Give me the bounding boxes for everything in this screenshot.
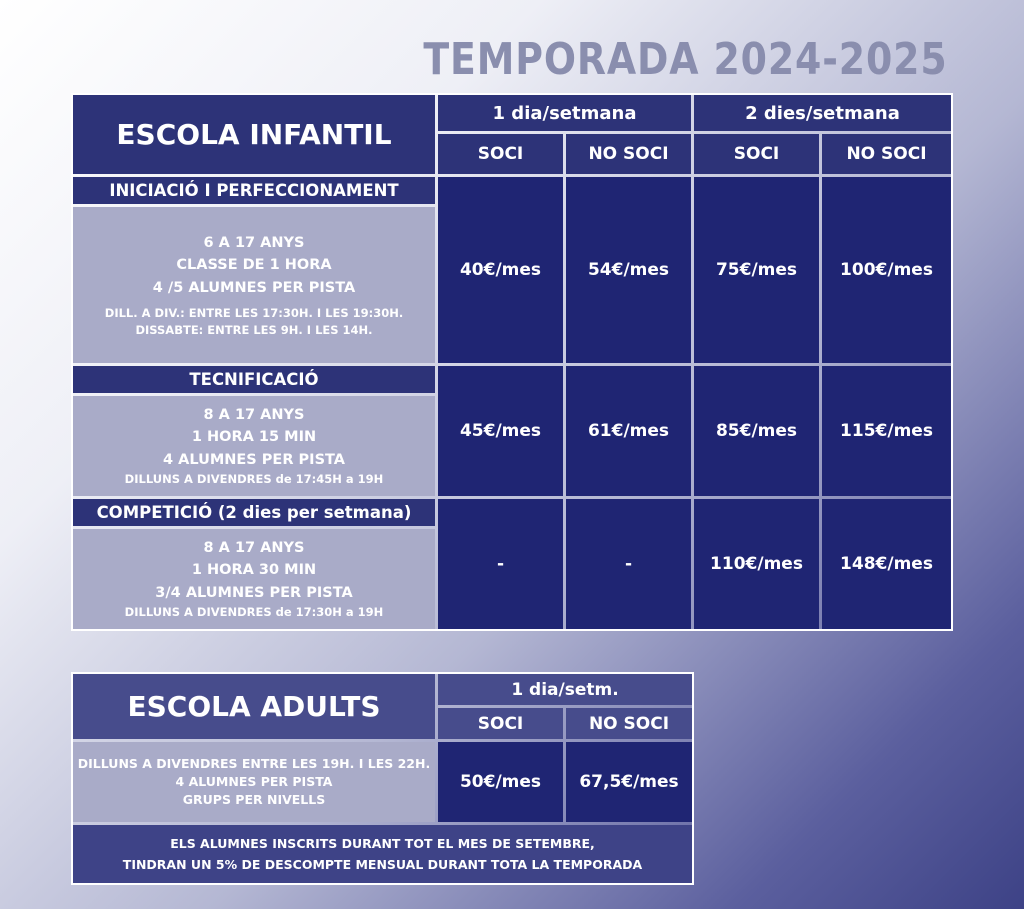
info-line: 3/4 ALUMNES PER PISTA bbox=[155, 584, 353, 601]
price-cell: 75€/mes bbox=[694, 177, 819, 363]
adults-colgroup: 1 dia/setm. bbox=[438, 674, 692, 705]
section-title-competicio: COMPETICIÓ (2 dies per setmana) bbox=[73, 499, 435, 526]
section-info-tecnificacio bbox=[73, 396, 435, 496]
info-line: 4 ALUMNES PER PISTA bbox=[162, 451, 345, 468]
info-line: 8 A 17 ANYS bbox=[203, 406, 305, 423]
info-line: 8 A 17 ANYS bbox=[203, 539, 305, 556]
info-line: 4 ALUMNES PER PISTA bbox=[175, 773, 333, 789]
note-line: ELS ALUMNES INSCRITS DURANT TOT EL MES DE SETEMBRE, bbox=[170, 835, 595, 851]
subheader-soci-1: SOCI bbox=[438, 134, 563, 174]
colgroup-2-days: 2 dies/setmana bbox=[694, 95, 951, 131]
price-cell: 110€/mes bbox=[694, 499, 819, 629]
subheader-no-soci-2: NO SOCI bbox=[822, 134, 951, 174]
schedule-line: DILLUNS A DIVENDRES de 17:30H a 19H bbox=[124, 605, 384, 620]
schedule-line: DILLUNS A DIVENDRES de 17:45H a 19H bbox=[124, 472, 384, 487]
info-line: 1 HORA 30 MIN bbox=[191, 562, 317, 579]
colgroup-1-day: 1 dia/setmana bbox=[438, 95, 691, 131]
section-title-iniciacio: INICIACIÓ I PERFECCIONAMENT bbox=[73, 177, 435, 204]
section-title-tecnificacio: TECNIFICACIÓ bbox=[73, 366, 435, 393]
price-cell: 40€/mes bbox=[438, 177, 563, 363]
section-info-iniciacio bbox=[73, 207, 435, 363]
info-line: GRUPS PER NIVELLS bbox=[182, 792, 326, 808]
info-line: 4 /5 ALUMNES PER PISTA bbox=[152, 279, 356, 296]
price-cell: 115€/mes bbox=[822, 366, 951, 496]
discount-note bbox=[73, 825, 692, 883]
price-cell: 100€/mes bbox=[822, 177, 951, 363]
price-cell: 54€/mes bbox=[566, 177, 691, 363]
adults-subheader-soci: SOCI bbox=[438, 708, 563, 739]
price-cell: - bbox=[438, 499, 563, 629]
price-cell: 85€/mes bbox=[694, 366, 819, 496]
price-cell: 50€/mes bbox=[438, 742, 563, 822]
adults-price-table bbox=[73, 674, 692, 883]
subheader-no-soci-1: NO SOCI bbox=[566, 134, 691, 174]
infantil-title: ESCOLA INFANTIL bbox=[73, 95, 435, 174]
price-cell: 67,5€/mes bbox=[566, 742, 692, 822]
adults-info bbox=[73, 742, 435, 822]
price-cell: 148€/mes bbox=[822, 499, 951, 629]
info-line: 1 HORA 15 MIN bbox=[191, 429, 317, 446]
note-line: TINDRAN UN 5% DE DESCOMPTE MENSUAL DURANT TOTA LA TEMPORADA bbox=[122, 857, 643, 872]
adults-subheader-no-soci: NO SOCI bbox=[566, 708, 692, 739]
schedule-line: DILL. A DIV.: ENTRE LES 17:30H. I LES 19:30H. bbox=[104, 306, 404, 321]
price-cell: 61€/mes bbox=[566, 366, 691, 496]
info-line: DILLUNS A DIVENDRES ENTRE LES 19H. I LES 22H. bbox=[77, 755, 431, 771]
price-cell: 45€/mes bbox=[438, 366, 563, 496]
adults-title: ESCOLA ADULTS bbox=[73, 674, 435, 739]
info-line: CLASSE DE 1 HORA bbox=[176, 257, 332, 274]
season-title: TEMPORADA 2024-2025 bbox=[423, 34, 948, 85]
info-line: 6 A 17 ANYS bbox=[203, 234, 305, 251]
infantil-price-table bbox=[73, 95, 951, 629]
subheader-soci-2: SOCI bbox=[694, 134, 819, 174]
price-cell: - bbox=[566, 499, 691, 629]
section-info-competicio bbox=[73, 529, 435, 629]
schedule-line: DISSABTE: ENTRE LES 9H. I LES 14H. bbox=[135, 322, 373, 337]
